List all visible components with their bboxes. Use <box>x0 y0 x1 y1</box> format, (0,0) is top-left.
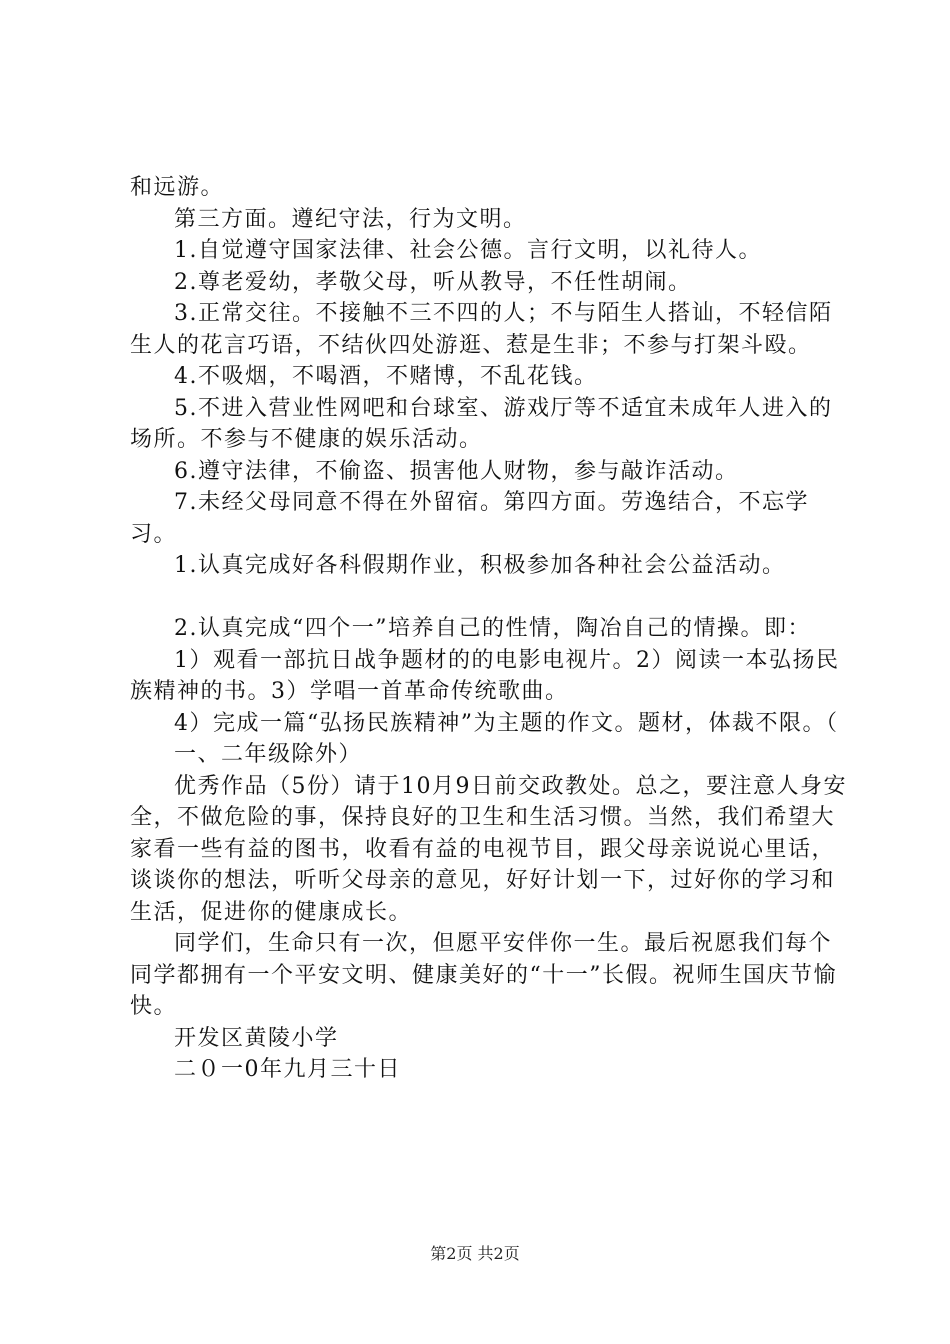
list-item: 2.认真完成“四个一”培养自己的性情，陶冶自己的情操。即： <box>174 616 811 641</box>
list-item: 1.认真完成好各科假期作业，积极参加各种社会公益活动。 <box>174 553 786 578</box>
list-item: 4.不吸烟，不喝酒，不赌博，不乱花钱。 <box>174 364 598 389</box>
list-item: 1）观看一部抗日战争题材的的电影电视片。2）阅读一本弘扬民族精神的书。3）学唱一首革命传统歌曲。 <box>130 647 840 704</box>
paragraph: 一、二年级除外） <box>174 742 363 767</box>
blank-line <box>130 582 850 614</box>
list-item: 1.自觉遵守国家法律、社会公德。言行文明，以礼待人。 <box>174 238 762 263</box>
list-item: 6.遵守法律，不偷盗、损害他人财物，参与敲诈活动。 <box>174 458 739 484</box>
list-item: 2.尊老爱幼，孝敬父母，听从教导，不任性胡闹。 <box>174 269 692 295</box>
list-item: 4）完成一篇“弘扬民族精神”为主题的作文。题材，体裁不限。（ <box>174 710 839 736</box>
list-item: 3.正常交往。不接触不三不四的人；不与陌生人搭讪，不轻信陌生人的花言巧语，不结伙四处游逛、惹是生非；不参与打架斗殴。 <box>130 301 833 358</box>
list-item: 5.不进入营业性网吧和台球室、游戏厅等不适宜未成年人进入的场所。不参与不健康的娱乐活动。 <box>130 395 833 452</box>
page-number-footer: 第2页 共2页 <box>430 1244 520 1263</box>
list-item: 7.未经父母同意不得在外留宿。第四方面。劳逸结合，不忘学习。 <box>130 490 809 547</box>
document-body <box>130 172 850 1086</box>
paragraph: 同学们，生命只有一次，但愿平安伴你一生。最后祝愿我们每个同学都拥有一个平安文明、健康美好的“十一”长假。祝师生国庆节愉快。 <box>130 931 837 1019</box>
section-heading-3: 第三方面。遵纪守法，行为文明。 <box>174 206 527 232</box>
paragraph: 和远游。 <box>130 175 225 200</box>
signature-date: 二０一0年九月三十日 <box>174 1057 401 1082</box>
paragraph: 优秀作品（5份）请于10月9日前交政教处。总之，要注意人身安全，不做危险的事，保持良好的卫生和生活习惯。当然，我们希望大家看一些有益的图书，收看有益的电视节目，跟父母亲说说心里话，谈谈你的想法，听听父母亲的意见，好好计划一下，过好你的学习和生活，促进你的健康成长。 <box>130 773 847 925</box>
signature-school: 开发区黄陵小学 <box>174 1025 339 1051</box>
